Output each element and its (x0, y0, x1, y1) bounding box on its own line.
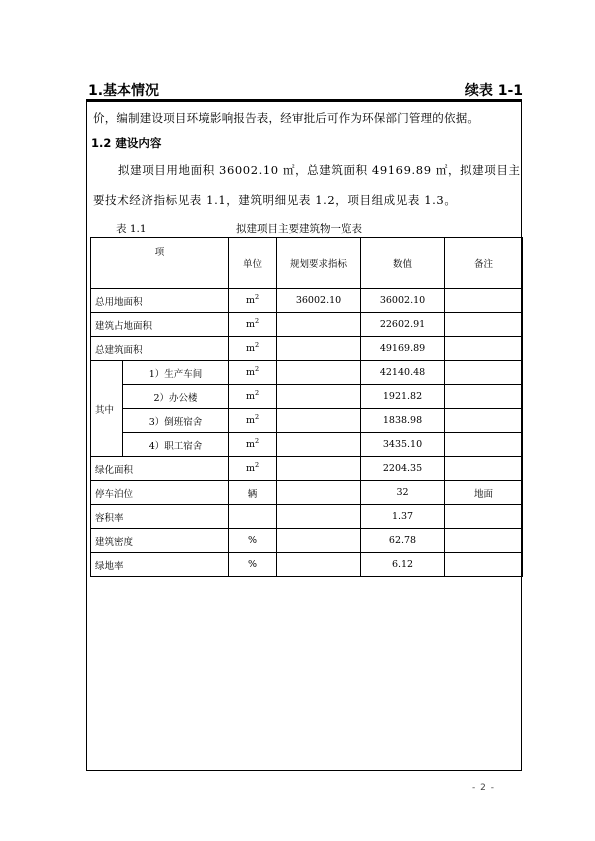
row-unit: $m^2$ (229, 433, 277, 457)
paragraph-line-1: 拟建项目用地面积 36002.10 ㎡，总建筑面积 49169.89 ㎡，拟建项目主 (118, 163, 521, 177)
continued-table-label: 续表 1-1 (464, 83, 523, 99)
row-value: 6.12 (361, 553, 445, 577)
row-planned (277, 481, 361, 505)
row-value: 1921.82 (361, 385, 445, 409)
row-note (445, 505, 523, 529)
row-value: 1.37 (361, 505, 445, 529)
row-label: 停车泊位 (91, 481, 229, 505)
header-unit: 单位 (229, 238, 277, 289)
row-note (445, 289, 523, 313)
row-label: 总用地面积 (91, 289, 229, 313)
row-planned (277, 409, 361, 433)
row-label: 2）办公楼 (123, 385, 229, 409)
row-note (445, 385, 523, 409)
row-value: 42140.48 (361, 361, 445, 385)
row-unit: % (229, 529, 277, 553)
row-note: 地面 (445, 481, 523, 505)
table-header-row (91, 238, 523, 289)
table-row (91, 481, 523, 505)
row-label: 3）倒班宿舍 (123, 409, 229, 433)
header-planned: 规划要求指标 (277, 238, 361, 289)
row-value: 2204.35 (361, 457, 445, 481)
row-value: 1838.98 (361, 409, 445, 433)
row-label: 绿地率 (91, 553, 229, 577)
row-value: 22602.91 (361, 313, 445, 337)
row-planned (277, 505, 361, 529)
row-unit: $m^2$ (229, 361, 277, 385)
row-note (445, 529, 523, 553)
header-value: 数值 (361, 238, 445, 289)
table-row (91, 289, 523, 313)
table-row (91, 529, 523, 553)
row-unit: $m^2$ (229, 409, 277, 433)
table-row (91, 505, 523, 529)
row-planned (277, 433, 361, 457)
row-note (445, 361, 523, 385)
paragraph-line-2: 要技术经济指标见表 1.1，建筑明细见表 1.2，项目组成见表 1.3。 (93, 193, 457, 207)
row-value: 62.78 (361, 529, 445, 553)
group-label: 其中 (91, 361, 123, 457)
row-note (445, 457, 523, 481)
row-label: 容积率 (91, 505, 229, 529)
row-value: 49169.89 (361, 337, 445, 361)
row-planned: 36002.10 (277, 289, 361, 313)
row-value: 32 (361, 481, 445, 505)
row-note (445, 553, 523, 577)
header-note: 备注 (445, 238, 523, 289)
table-row (91, 337, 523, 361)
row-note (445, 337, 523, 361)
table-row (91, 313, 523, 337)
row-unit (229, 505, 277, 529)
section-heading: 1.基本情况 (88, 83, 160, 99)
row-label: 建筑密度 (91, 529, 229, 553)
row-value: 3435.10 (361, 433, 445, 457)
heading-row (86, 80, 523, 98)
row-label: 4）职工宿舍 (123, 433, 229, 457)
row-unit: $m^2$ (229, 313, 277, 337)
table-row (91, 457, 523, 481)
page-number: - 2 - (472, 783, 495, 793)
row-unit: $m^2$ (229, 289, 277, 313)
row-note (445, 313, 523, 337)
row-planned (277, 529, 361, 553)
intro-line: 价，编制建设项目环境影响报告表，经审批后可作为环保部门管理的依据。 (93, 111, 480, 125)
table-row (91, 433, 523, 457)
table-row (91, 409, 523, 433)
row-planned (277, 337, 361, 361)
header-item: 项 (91, 238, 229, 289)
row-unit: $m^2$ (229, 385, 277, 409)
row-planned (277, 313, 361, 337)
row-planned (277, 457, 361, 481)
row-label: 1）生产车间 (123, 361, 229, 385)
row-unit: $m^2$ (229, 457, 277, 481)
row-planned (277, 385, 361, 409)
row-unit: $m^2$ (229, 337, 277, 361)
subsection-title: 1.2 建设内容 (91, 136, 162, 150)
buildings-table (90, 237, 523, 577)
row-label: 建筑占地面积 (91, 313, 229, 337)
table-row (91, 385, 523, 409)
row-planned (277, 553, 361, 577)
row-unit: % (229, 553, 277, 577)
row-value: 36002.10 (361, 289, 445, 313)
row-label: 总建筑面积 (91, 337, 229, 361)
row-note (445, 433, 523, 457)
row-label: 绿化面积 (91, 457, 229, 481)
table-caption-number: 表 1.1 (116, 223, 147, 235)
row-unit: 辆 (229, 481, 277, 505)
table-caption-title: 拟建项目主要建筑物一览表 (236, 223, 362, 235)
table-row (91, 361, 523, 385)
row-note (445, 409, 523, 433)
row-planned (277, 361, 361, 385)
table-row (91, 553, 523, 577)
